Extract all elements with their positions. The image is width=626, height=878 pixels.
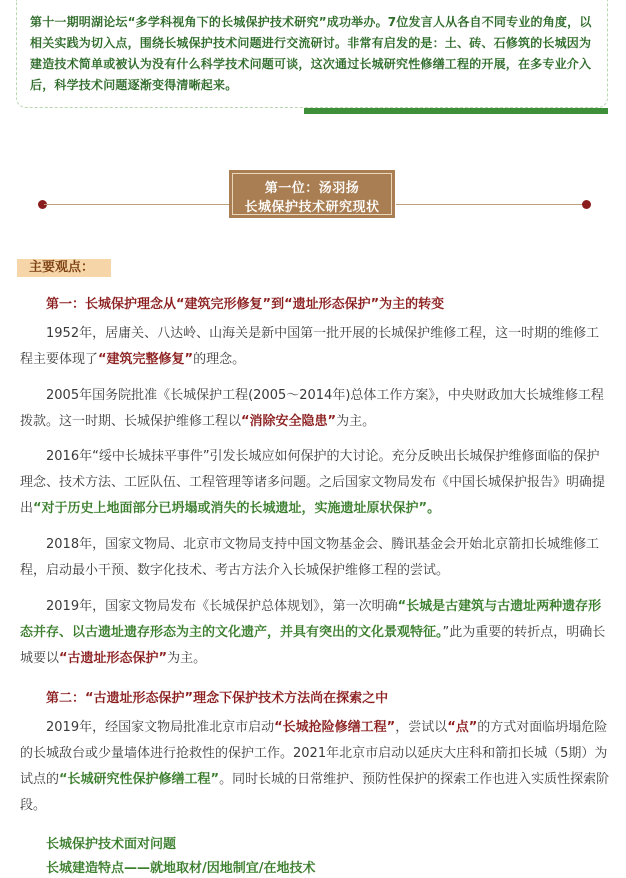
highlight-text: “点” — [447, 720, 478, 735]
divider-dot-right — [582, 200, 591, 209]
divider-line-left — [44, 204, 230, 205]
text-run: ”此为重要的转折点，明确长城要以 — [20, 625, 606, 666]
text-run: ，尝试以 — [395, 720, 448, 735]
highlight-text: “古遗址形态保护” — [59, 651, 168, 666]
text-run: 2005年国务院批准《长城保护工程(2005～2014年)总体工作方案》，中央财政加大长城维修工程拨款。这一时期、长城保护维修工程以 — [20, 388, 604, 429]
section1-paragraph-2019 — [20, 594, 610, 672]
subheading-problems: 长城保护技术面对问题 — [46, 837, 177, 852]
text-run: 的方式对面临坍塌危险的长城敌台或少量墙体进行抢救性的保护工作。2021年北京市启动以延庆大庄科和箭扣长城（5期）为试点的 — [20, 720, 608, 787]
subheading-construction: 长城建造特点——就地取材/因地制宜/在地技术 — [46, 861, 316, 876]
text-run: 的理念。 — [193, 352, 246, 367]
speaker-topic: 长城保护技术研究现状 — [244, 200, 380, 215]
section2-paragraph-2019 — [20, 715, 610, 819]
text-run: 2019年，国家文物局发布《长城保护总体规划》，第一次明确 — [46, 599, 398, 614]
text-run: 1952年，居庸关、八达岭、山海关是新中国第一批开展的长城保护维修工程，这一时期的维修工程主要体现了 — [20, 326, 600, 367]
text-run: 2019年，经国家文物局批准北京市启动 — [46, 720, 275, 735]
main-points-label — [17, 259, 111, 277]
text-run: 2016年“绥中长城抹平事件”引发长城应如何保护的大讨论。充分反映出长城保护维修面临的保护理念、技术方法、工匠队伍、工程管理等诸多问题。之后国家文物局发布《中国长城保护报告》明确提出 — [20, 449, 606, 516]
highlight-text: “长城是古建筑与古遗址两种遗存形态并存、以古遗址遗存形态为主的文化遗产，并具有突出的文化景观特征。 — [20, 599, 602, 640]
section1-heading: 第一：长城保护理念从“建筑完形修复”到“遗址形态保护”为主的转变 — [46, 297, 445, 312]
main-points-label-text: 主要观点： — [29, 260, 95, 275]
text-run: 为主。 — [167, 651, 207, 666]
highlight-text: “长城抢险修缮工程” — [274, 720, 396, 735]
speaker-title-card — [229, 170, 395, 218]
text-run: 为主。 — [336, 414, 376, 429]
intro-accent-bar — [304, 108, 608, 114]
section1-paragraph-2005 — [20, 383, 610, 435]
section1-paragraph-2018: 2018年，国家文物局、北京市文物局支持中国文物基金会、腾讯基金会开始北京箭扣长城维修工程，启动最小干预、数字化技术、考古方法介入长城保护维修工程的尝试。 — [20, 537, 600, 578]
highlight-text: “对于历史上地面部分已坍塌或消失的长城遗址，实施遗址原状保护”。 — [33, 501, 441, 516]
divider-line-right — [396, 204, 586, 205]
highlight-text: “消除安全隐患” — [241, 414, 337, 429]
highlight-text: “建筑完整修复” — [98, 352, 194, 367]
intro-text: 第十一期明湖论坛“多学科视角下的长城保护技术研究”成功举办。7位发言人从各自不同专业的角度，以相关实践为切入点，围绕长城保护技术问题进行交流研讨。非常有启发的是：土、砖、石修筑的长城因为建造技术简单或被认为没有什么科学技术问题可谈，这次通过长城研究性修缮工程的开展，在多专业介入后，科学技术问题逐渐变得清晰起来。 — [30, 15, 592, 92]
section2-heading: 第二：“古遗址形态保护”理念下保护技术方法尚在探索之中 — [46, 691, 389, 706]
section1-paragraph-1952 — [20, 321, 610, 373]
text-run: 。同时长城的日常维护、预防性保护的探索工作也进入实质性探索阶段。 — [20, 772, 610, 813]
section1-paragraph-2016 — [20, 444, 610, 522]
speaker-name: 第一位：汤羽扬 — [264, 181, 360, 196]
highlight-text: “长城研究性保护修缮工程” — [59, 772, 220, 787]
